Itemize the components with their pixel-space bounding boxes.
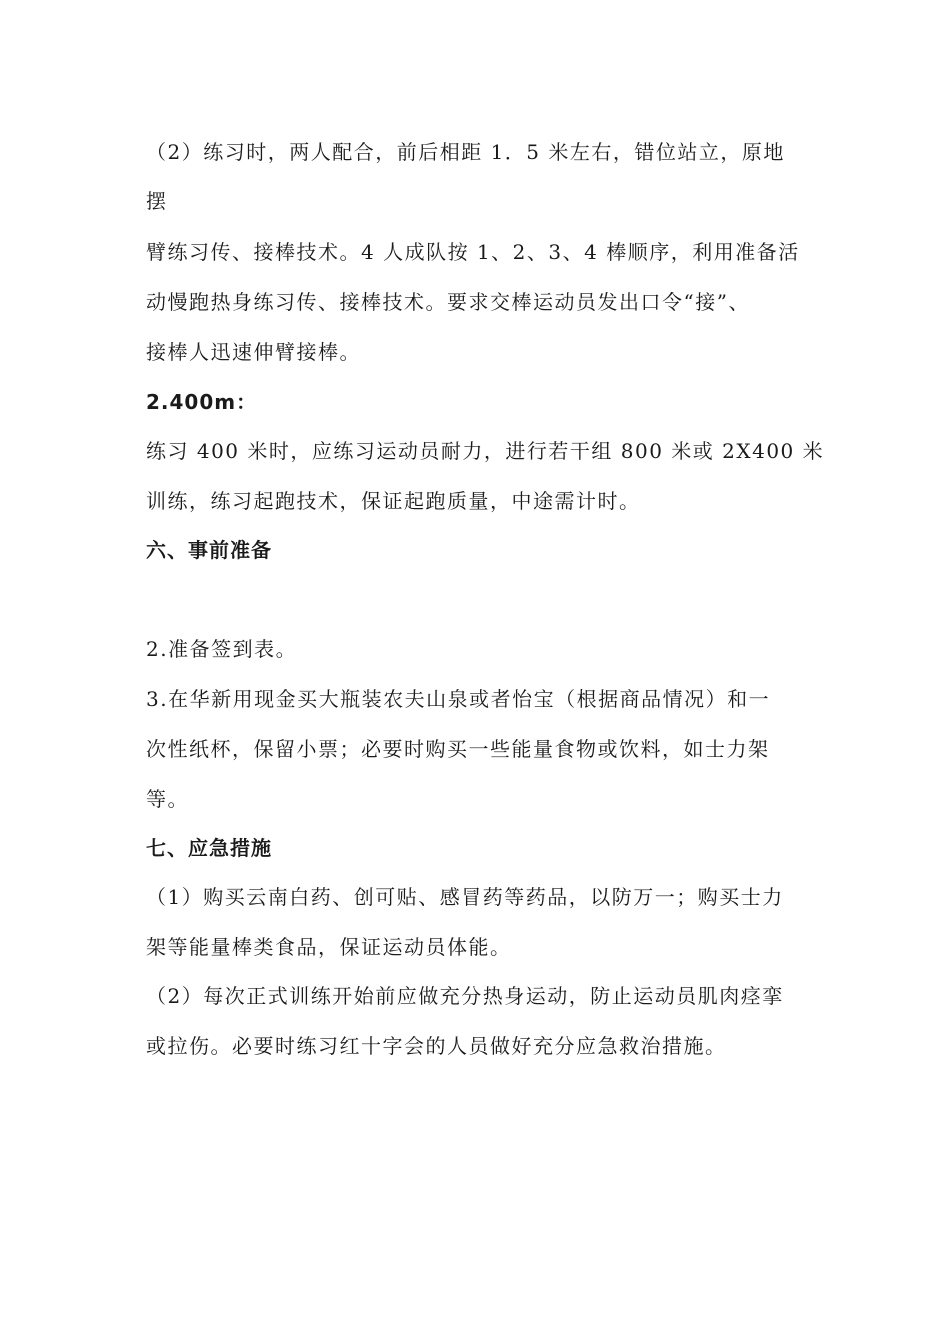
section-heading-400m: 2.400m： xyxy=(146,390,258,414)
relay-paragraph-line: （2）练习时，两人配合，前后相距 1．5 米左右，错位站立，原地 xyxy=(146,140,785,164)
preparation-item-3-line: 次性纸杯，保留小票；必要时购买一些能量食物或饮料，如士力架 xyxy=(146,737,770,761)
preparation-item-3-line: 3.在华新用现金买大瓶装农夫山泉或者怡宝（根据商品情况）和一 xyxy=(146,687,771,711)
emergency-paragraph-1-line: 架等能量棒类食品，保证运动员体能。 xyxy=(146,935,512,959)
section-heading-preparation: 六、事前准备 xyxy=(146,538,272,562)
emergency-paragraph-2-line: 或拉伤。必要时练习红十字会的人员做好充分应急救治措施。 xyxy=(146,1034,727,1058)
emergency-paragraph-1-line: （1）购买云南白药、创可贴、感冒药等药品，以防万一；购买士力 xyxy=(146,885,784,909)
preparation-item-3-line: 等。 xyxy=(146,787,189,811)
paragraph-400m-line: 训练，练习起跑技术，保证起跑质量，中途需计时。 xyxy=(146,489,641,513)
paragraph-400m-line: 练习 400 米时，应练习运动员耐力，进行若干组 800 米或 2X400 米 xyxy=(146,439,825,463)
preparation-item-2: 2.准备签到表。 xyxy=(146,637,298,661)
relay-paragraph-line: 摆 xyxy=(146,189,168,213)
relay-paragraph-line: 臂练习传、接棒技术。4 人成队按 1、2、3、4 棒顺序，利用准备活 xyxy=(146,240,800,264)
emergency-paragraph-2-line: （2）每次正式训练开始前应做充分热身运动，防止运动员肌肉痉挛 xyxy=(146,984,784,1008)
section-heading-emergency: 七、应急措施 xyxy=(146,836,272,860)
relay-paragraph-line: 动慢跑热身练习传、接棒技术。要求交棒运动员发出口令“接”、 xyxy=(146,290,750,314)
relay-paragraph-line: 接棒人迅速伸臂接棒。 xyxy=(146,340,361,364)
